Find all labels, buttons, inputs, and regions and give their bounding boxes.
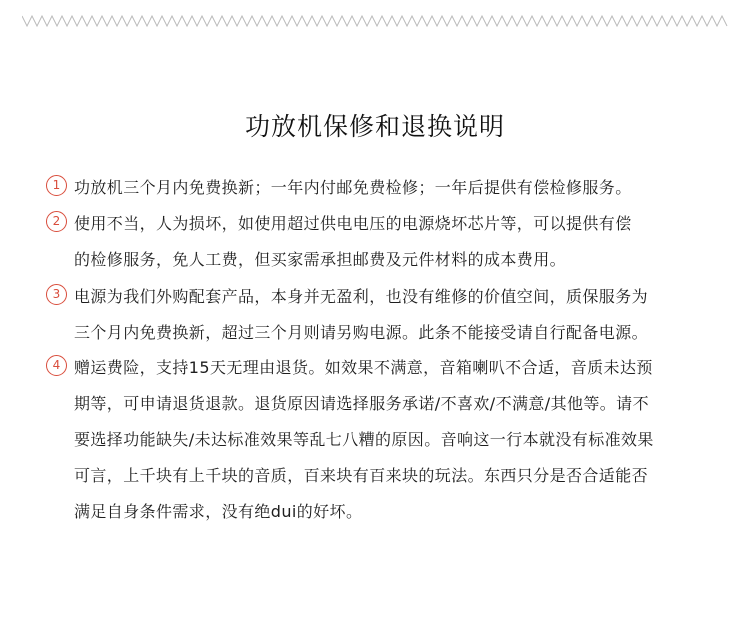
item-2-line-1: 使用不当，人为损坏，如使用超过供电电压的电源烧坏芯片等，可以提供有偿 bbox=[74, 214, 632, 233]
item-1-line-1: 功放机三个月内免费换新；一年内付邮免费检修；一年后提供有偿检修服务。 bbox=[74, 178, 632, 197]
item-number-3: 3 bbox=[46, 284, 67, 305]
item-3-line-2: 三个月内免费换新，超过三个月则请另购电源。此条不能接受请自行配备电源。 bbox=[74, 323, 649, 342]
item-3-line-1: 电源为我们外购配套产品，本身并无盈利，也没有维修的价值空间，质保服务为 bbox=[74, 287, 649, 306]
item-4-line-2: 期等，可申请退货退款。退货原因请选择服务承诺/不喜欢/不满意/其他等。请不 bbox=[74, 394, 649, 413]
item-number-1: 1 bbox=[46, 175, 67, 196]
item-4-line-3: 要选择功能缺失/未达标准效果等乱七八糟的原因。音响这一行本就没有标准效果 bbox=[74, 430, 654, 449]
zigzag-border bbox=[22, 10, 728, 32]
page-title: 功放机保修和退换说明 bbox=[244, 112, 505, 141]
item-4-line-1: 赠运费险，支持15天无理由退货。如效果不满意，音箱喇叭不合适，音质未达预 bbox=[74, 358, 653, 377]
item-2-line-2: 的检修服务，免人工费，但买家需承担邮费及元件材料的成本费用。 bbox=[74, 250, 567, 269]
item-number-4: 4 bbox=[46, 355, 67, 376]
item-number-2: 2 bbox=[46, 211, 67, 232]
item-4-line-4: 可言，上千块有上千块的音质，百来块有百来块的玩法。东西只分是否合适能否 bbox=[74, 466, 649, 485]
item-4-line-5: 满足自身条件需求，没有绝dui的好坏。 bbox=[74, 502, 363, 521]
